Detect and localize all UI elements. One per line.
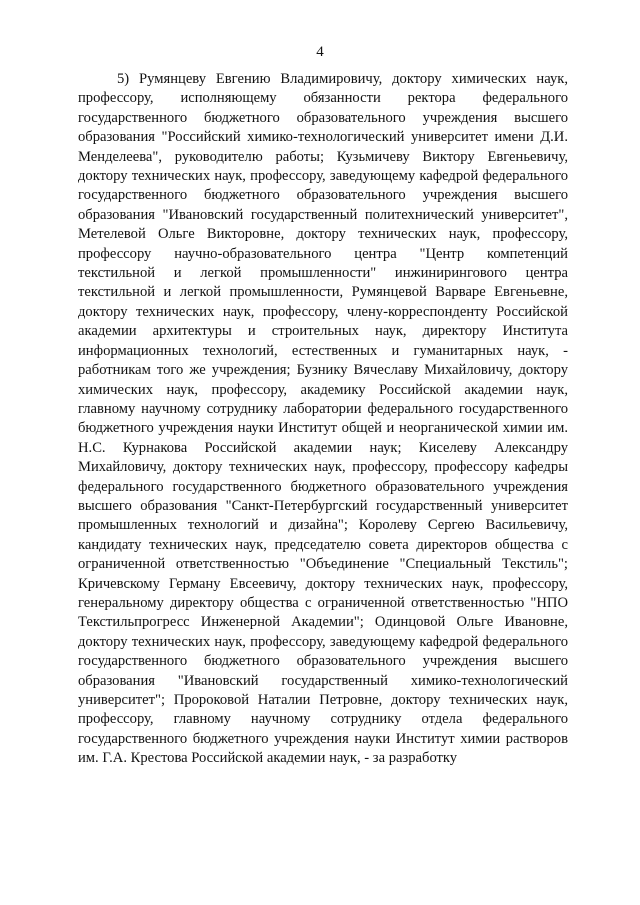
body-paragraph: 5) Румянцеву Евгению Владимировичу, доктору химических наук, профессору, исполняющему обязанности ректора федерального государственного бюджетного образовательного учреждения высшего образования "Российский химико-технологический университет имени Д.И. Менделеева", руководителю работы; Кузьмичеву Виктору Евгеньевичу, доктору технических наук, профессору, заведующему кафедрой федерального государственного бюджетного образовательного учреждения высшего образования "Ивановский государственный политехнический университет", Метелевой Ольге Викторовне, доктору технических наук, профессору, профессору научно-образовательного центра "Центр компетенций текстильной и легкой промышленности" инжинирингового центра текстильной и легкой промышленности, Румянцевой Варваре Евгеньевне, доктору технических наук, профессору, члену-корреспонденту Российской академии архитектуры и строительных наук, директору Института информационных технологий, естественных и гуманитарных наук, - работникам того же учреждения; Бузнику Вячеславу Михайловичу, доктору химических наук, профессору, академику Российской академии наук, главному научному сотруднику лаборатории федерального государственного бюджетного учреждения науки Институт общей и неорганической химии им. Н.С. Курнакова Российской академии наук; Киселеву Александру Михайловичу, доктору технических наук, профессору, профессору кафедры федерального государственного бюджетного образовательного учреждения высшего образования "Санкт-Петербургский государственный университет промышленных технологий и дизайна"; Королеву Сергею Васильевичу, кандидату технических наук, председателю совета директоров общества с ограниченной ответственностью "Объединение "Специальный Текстиль"; Кричевскому Герману Евсеевичу, доктору технических наук, профессору, генеральному директору общества с ограниченной ответственностью "НПО Текстильпрогресс Инженерной Академии"; Одинцовой Ольге Ивановне, доктору технических наук, профессору, заведующему кафедрой федерального государственного бюджетного образовательного учреждения высшего образования "Ивановский государственный химико-технологический университет"; Пророковой Наталии Петровне, доктору технических наук, профессору, главному научному сотруднику отдела федерального государственного бюджетного учреждения науки Институт химии растворов им. Г.А. Крестова Российской академии наук, - за разработку (78, 71, 568, 767)
page-number: 4 (316, 44, 324, 60)
